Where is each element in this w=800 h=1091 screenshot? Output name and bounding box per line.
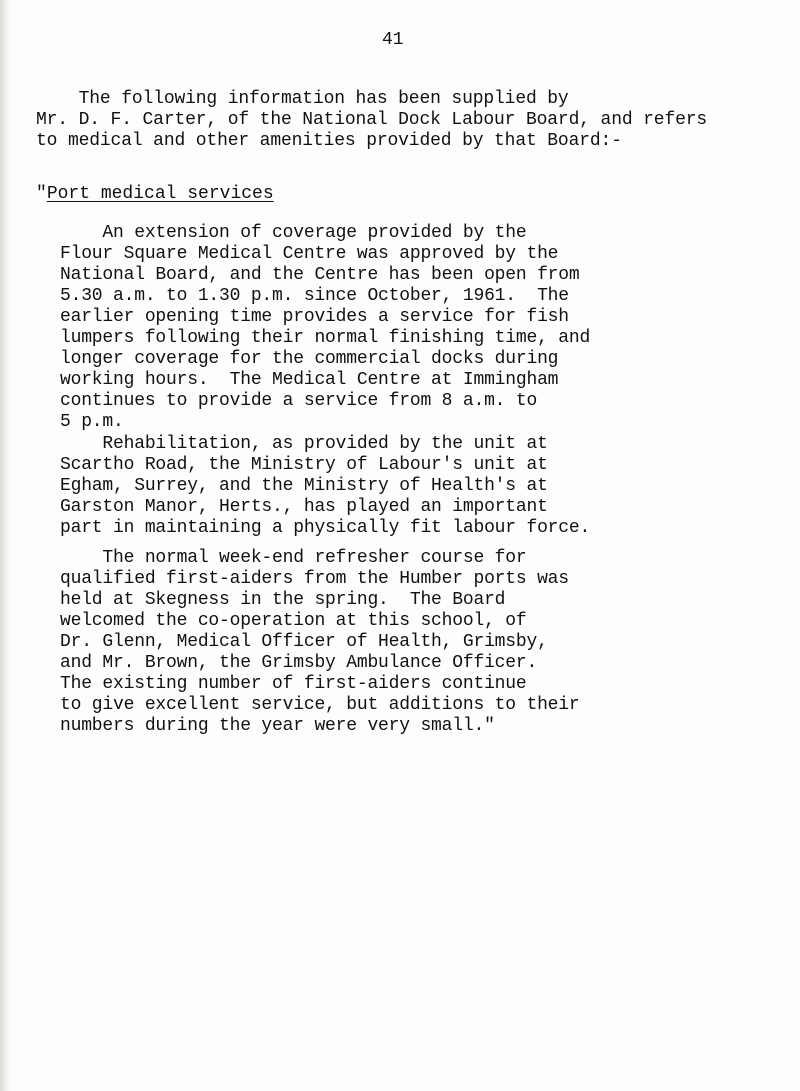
section-title: Port medical services	[46, 184, 274, 204]
section-opening-quote: "	[36, 184, 47, 204]
section-heading	[36, 184, 274, 205]
page-number: 41	[382, 30, 404, 50]
paragraph-rehabilitation: Rehabilitation, as provided by the unit at Scartho Road, the Ministry of Labour's unit at Egham, Surrey, and the Ministry of Health's at Garston Manor, Herts., has played an important part in maintaining a physically fit labour force.	[60, 434, 591, 538]
scan-edge-shadow	[0, 0, 10, 1091]
paragraph-first-aiders: The normal week-end refresher course for qualified first-aiders from the Humber ports was held at Skegness in the spring. The Board welcomed the co-operation at this school, of Dr. Glenn, Medical Officer of Health, Grimsby, and Mr. Brown, the Grimsby Ambulance Officer. The existing number of first-aiders continue to give excellent service, but additions to their numbers during the year were very small."	[60, 548, 580, 736]
paragraph-medical-centre: An extension of coverage provided by the Flour Square Medical Centre was approved by the National Board, and the Centre has been open from 5.30 a.m. to 1.30 p.m. since October, 1961. The earlier opening time provides a service for fish lumpers following their normal finishing time, and longer coverage for the commercial docks during working hours. The Medical Centre at Immingham continues to provide a service from 8 a.m. to 5 p.m.	[60, 223, 591, 432]
intro-paragraph: The following information has been supplied by Mr. D. F. Carter, of the National Dock Labour Board, and refers to medical and other amenities provided by that Board:-	[36, 89, 708, 151]
